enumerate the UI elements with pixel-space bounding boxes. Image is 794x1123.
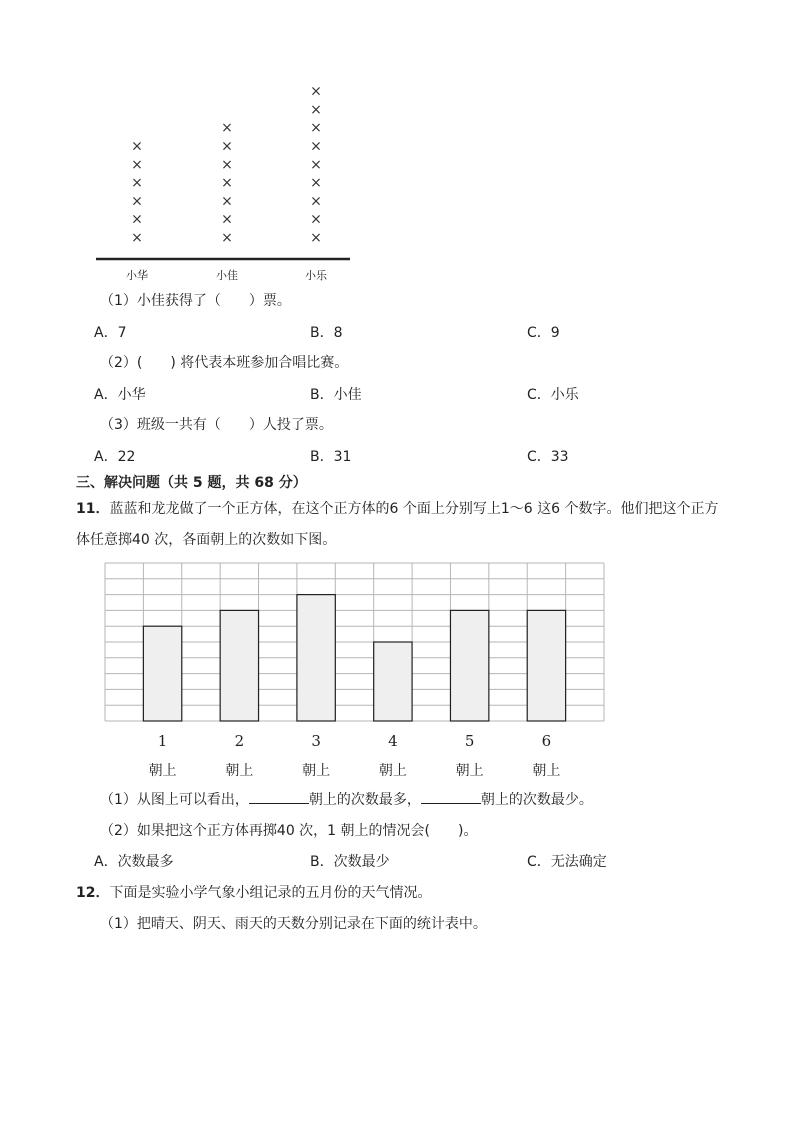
tally-category-label: 小乐 (305, 269, 327, 282)
bar (220, 610, 258, 721)
bar-category-label: 6 (541, 732, 552, 750)
tally-marks (131, 84, 322, 246)
q10-sub2-option-c[interactable]: C．小乐 (527, 387, 579, 403)
section-title: 三、解决问题（共 5 题，共 68 分） (76, 475, 307, 491)
bar-category-sublabel: 朝上 (532, 763, 561, 779)
q11-option-c[interactable]: C．无法确定 (527, 854, 607, 870)
tally-chart (90, 80, 360, 290)
q11-text-line1: 蓝蓝和龙龙做了一个正方体，在这个正方体的6 个面上分别写上1～6 这6 个数字。他们把这个正方 (109, 501, 719, 517)
tally-mark: × (221, 138, 233, 155)
q11-option-a[interactable]: A．次数最多 (94, 854, 174, 870)
q10-sub1-option-b[interactable]: B．8 (310, 325, 343, 341)
q11-sub1 (100, 789, 593, 809)
bar-category-label: 1 (157, 732, 168, 750)
bar (450, 610, 488, 721)
q12-text: 下面是实验小学气象小组记录的五月份的天气情况。 (109, 885, 432, 901)
tally-mark: × (131, 156, 143, 173)
q10-sub2-option-b[interactable]: B．小佳 (310, 387, 362, 403)
tally-mark: × (221, 193, 233, 210)
q11-sub1-part3: 朝上的次数最少。 (480, 792, 593, 808)
bar-category-sublabel: 朝上 (455, 763, 484, 779)
q10-sub3-option-b[interactable]: B．31 (310, 449, 352, 465)
bar-category-sublabel: 朝上 (302, 763, 331, 779)
q11-number: 11． (76, 501, 110, 517)
tally-mark: × (310, 156, 322, 173)
bar-category-sublabel: 朝上 (148, 763, 177, 779)
q10-sub1-option-c[interactable]: C．9 (527, 325, 560, 341)
bar (527, 610, 565, 721)
tally-mark: × (310, 230, 322, 246)
q12-line (76, 882, 431, 902)
q11-line1 (76, 498, 718, 518)
tally-mark: × (221, 211, 233, 228)
q11-sub1-part1: （1）从图上可以看出， (100, 792, 249, 808)
tally-mark: × (221, 120, 233, 137)
tally-mark: × (221, 156, 233, 173)
q11-text-line2: 体任意掷40 次，各面朝上的次数如下图。 (76, 532, 337, 548)
bar-category-label: 5 (464, 732, 475, 750)
tally-mark: × (221, 175, 233, 192)
q10-sub3-option-c[interactable]: C．33 (527, 449, 569, 465)
q11-blank-least[interactable] (421, 789, 481, 804)
q10-sub3-question: （3）班级一共有（ ）人投了票。 (100, 417, 333, 433)
tally-labels (126, 268, 328, 282)
bar-category-label: 3 (311, 732, 321, 750)
q10-sub2-question: （2）( ) 将代表本班参加合唱比赛。 (100, 355, 349, 371)
tally-mark: × (131, 230, 143, 246)
q12-number: 12． (76, 885, 110, 901)
bar (374, 642, 412, 721)
dice-bar-chart (100, 558, 620, 780)
q10-sub3-option-a[interactable]: A．22 (94, 449, 136, 465)
tally-mark: × (310, 120, 322, 137)
tally-mark: × (310, 138, 322, 155)
q10-sub1-question: （1）小佳获得了（ ）票。 (100, 293, 291, 309)
q11-option-b[interactable]: B．次数最少 (310, 854, 390, 870)
bar-category-label: 4 (388, 732, 398, 750)
q10-sub1-option-a[interactable]: A．7 (94, 325, 127, 341)
tally-mark: × (310, 211, 322, 228)
tally-mark: × (310, 175, 322, 192)
q11-sub2: （2）如果把这个正方体再掷40 次，1 朝上的情况会( )。 (100, 823, 478, 839)
tally-mark: × (131, 138, 143, 155)
bar-chart-labels (149, 732, 561, 779)
tally-mark: × (131, 175, 143, 192)
tally-mark: × (310, 193, 322, 210)
q11-blank-most[interactable] (249, 789, 309, 804)
q12-sub1: （1）把晴天、阴天、雨天的天数分别记录在下面的统计表中。 (100, 916, 487, 932)
tally-category-label: 小华 (126, 269, 148, 282)
tally-mark: × (310, 83, 322, 100)
q11-sub1-part2: 朝上的次数最多， (308, 792, 421, 808)
bar-category-label: 2 (234, 732, 245, 750)
tally-mark: × (310, 101, 322, 118)
bar (297, 595, 335, 721)
bar-category-sublabel: 朝上 (225, 763, 254, 779)
tally-category-label: 小佳 (216, 269, 238, 282)
tally-mark: × (131, 211, 143, 228)
tally-mark: × (131, 193, 143, 210)
tally-mark: × (221, 230, 233, 246)
q10-sub2-option-a[interactable]: A．小华 (94, 387, 146, 403)
bar (143, 626, 181, 721)
bar-category-sublabel: 朝上 (378, 763, 407, 779)
